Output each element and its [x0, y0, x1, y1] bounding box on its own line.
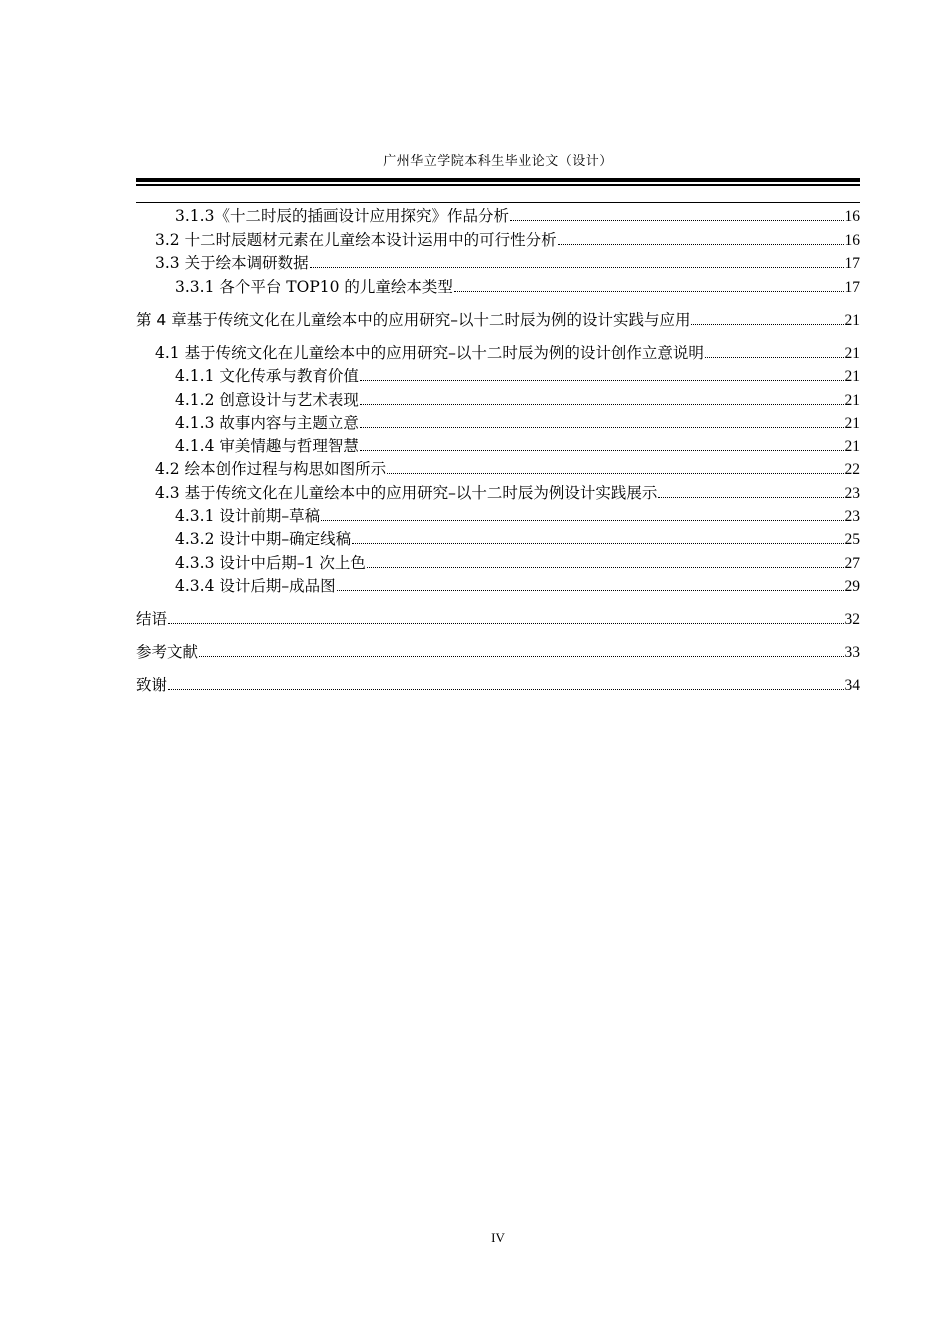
toc-entry-title: 结语: [136, 610, 168, 628]
toc-leader-dots: [558, 229, 844, 245]
toc-entry[interactable]: [136, 458, 860, 480]
toc-entry-title: 第 4 章基于传统文化在儿童绘本中的应用研究–以十二时辰为例的设计实践与应用: [136, 311, 691, 329]
toc-entry-title: 4.3.1 设计前期–草稿: [175, 507, 321, 525]
toc-entry-page: 23: [844, 508, 860, 525]
toc-entry-page: 16: [844, 208, 860, 225]
toc-entry-page: 17: [844, 255, 860, 272]
toc-entry[interactable]: [136, 505, 860, 527]
toc-entry-page: 21: [844, 438, 860, 455]
toc-leader-dots: [360, 365, 844, 381]
toc-entry-page: 21: [844, 415, 860, 432]
toc-entry[interactable]: [136, 252, 860, 274]
toc-entry-page: 34: [844, 677, 860, 694]
toc-entry-title: 4.3 基于传统文化在儿童绘本中的应用研究–以十二时辰为例设计实践展示: [155, 484, 658, 502]
toc-leader-dots: [321, 505, 843, 521]
toc-entry-title: 4.1.2 创意设计与艺术表现: [175, 391, 359, 409]
toc-chapter-entry[interactable]: [136, 641, 860, 663]
toc-leader-dots: [360, 435, 844, 451]
toc-leader-dots: [337, 575, 844, 591]
toc-entry[interactable]: [136, 205, 860, 227]
toc-entry-page: 27: [844, 555, 860, 572]
toc-chapter-entry[interactable]: [136, 608, 860, 630]
toc-leader-dots: [705, 342, 844, 358]
toc-entry[interactable]: [136, 482, 860, 504]
toc-leader-dots: [658, 482, 843, 498]
toc-entry-title: 3.1.3《十二时辰的插画设计应用探究》作品分析: [175, 207, 509, 225]
toc-entry-page: 23: [844, 485, 860, 502]
toc-entry-page: 21: [844, 312, 860, 329]
toc-entry[interactable]: [136, 552, 860, 574]
toc-entry-page: 25: [844, 531, 860, 548]
toc-entry-title: 4.3.2 设计中期–确定线稿: [175, 530, 352, 548]
toc-leader-dots: [367, 552, 844, 568]
toc-entry[interactable]: [136, 365, 860, 387]
toc-entry[interactable]: [136, 435, 860, 457]
toc-leader-dots: [360, 412, 844, 428]
page-number: IV: [491, 1230, 505, 1245]
toc-leader-dots: [168, 674, 843, 690]
toc-entry-title: 4.1.1 文化传承与教育价值: [175, 367, 359, 385]
toc-entry-title: 3.2 十二时辰题材元素在儿童绘本设计运用中的可行性分析: [155, 231, 557, 249]
page-top-rule: [136, 202, 860, 203]
toc-leader-dots: [168, 608, 843, 624]
toc-entry-page: 22: [844, 461, 860, 478]
toc-entry[interactable]: [136, 528, 860, 550]
toc-entry[interactable]: [136, 342, 860, 364]
toc-leader-dots: [510, 205, 844, 221]
toc-entry-page: 32: [844, 611, 860, 628]
toc-entry-page: 21: [844, 345, 860, 362]
toc-entry-page: 17: [844, 279, 860, 296]
toc-entry-title: 4.2 绘本创作过程与构思如图所示: [155, 460, 387, 478]
toc-leader-dots: [199, 641, 843, 657]
header-rule-thin: [136, 184, 860, 186]
toc-entry-title: 参考文献: [136, 643, 199, 661]
toc-entry[interactable]: [136, 229, 860, 251]
toc-entry-page: 29: [844, 578, 860, 595]
header-rule-thick: [136, 178, 860, 182]
toc-leader-dots: [454, 276, 844, 292]
toc-chapter-entry[interactable]: [136, 309, 860, 331]
toc-entry-title: 3.3 关于绘本调研数据: [155, 254, 309, 272]
toc-entry-title: 4.3.4 设计后期–成品图: [175, 577, 336, 595]
running-header: 广州华立学院本科生毕业论文（设计）: [383, 154, 613, 169]
toc-entry-page: 33: [844, 644, 860, 661]
toc-entry-title: 致谢: [136, 676, 168, 694]
toc-entry[interactable]: [136, 575, 860, 597]
toc-entry[interactable]: [136, 276, 860, 298]
toc-leader-dots: [352, 528, 843, 544]
toc-entry-title: 4.3.3 设计中后期–1 次上色: [175, 554, 366, 572]
toc-leader-dots: [387, 458, 843, 474]
toc-entry-title: 4.1 基于传统文化在儿童绘本中的应用研究–以十二时辰为例的设计创作立意说明: [155, 344, 704, 362]
toc-entry[interactable]: [136, 412, 860, 434]
toc-entry[interactable]: [136, 389, 860, 411]
toc-entry-page: 16: [844, 232, 860, 249]
toc-entry-title: 3.3.1 各个平台 TOP10 的儿童绘本类型: [175, 278, 453, 296]
toc-entry-page: 21: [844, 368, 860, 385]
toc-leader-dots: [691, 309, 843, 325]
toc-entry-title: 4.1.4 审美情趣与哲理智慧: [175, 437, 359, 455]
toc-entry-page: 21: [844, 392, 860, 409]
toc-chapter-entry[interactable]: [136, 674, 860, 696]
toc-entry-title: 4.1.3 故事内容与主题立意: [175, 414, 359, 432]
toc-leader-dots: [360, 389, 844, 405]
toc-leader-dots: [310, 252, 844, 268]
